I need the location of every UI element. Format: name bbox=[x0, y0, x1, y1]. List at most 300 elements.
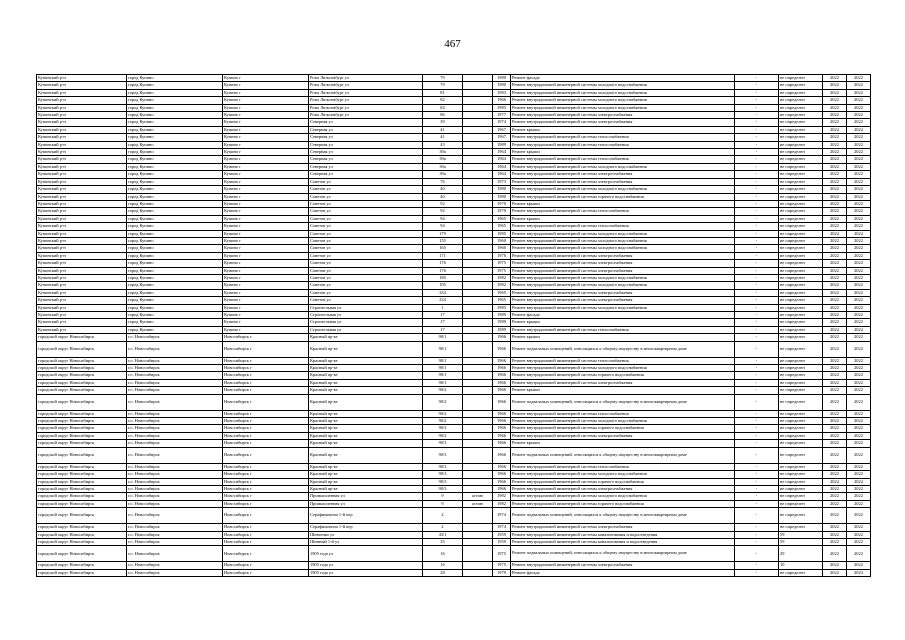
plan-year-start-cell: 2022 bbox=[823, 82, 847, 89]
year-built-cell: 1975 bbox=[493, 260, 511, 267]
table-row bbox=[37, 141, 871, 148]
unit-cell bbox=[463, 282, 493, 289]
street-cell: Северная ул bbox=[309, 149, 423, 156]
table-row bbox=[37, 508, 871, 524]
plan-year-end-cell: 2022 bbox=[847, 208, 871, 215]
street-cell: Советов ул bbox=[309, 193, 423, 200]
cost-cell: - bbox=[735, 562, 779, 569]
table-row bbox=[37, 149, 871, 156]
settlement-cell: Новосибирск г bbox=[223, 410, 309, 417]
cost-cell: - bbox=[735, 372, 779, 379]
cost-cell: - bbox=[735, 334, 779, 341]
unit-cell bbox=[463, 379, 493, 386]
house-number-cell: 39а bbox=[423, 149, 463, 156]
house-number-cell: 90/1 bbox=[423, 365, 463, 372]
house-number-cell: 176 bbox=[423, 260, 463, 267]
unit-cell bbox=[463, 304, 493, 311]
work-type-cell: Ремонт внутридомовой инженерной системы холодного водоснабжения bbox=[511, 163, 735, 170]
status-cell: не определен bbox=[779, 334, 823, 341]
street-cell: Советов ул bbox=[309, 178, 423, 185]
plan-year-end-cell: 2022 bbox=[847, 341, 871, 357]
cost-cell: - bbox=[735, 493, 779, 500]
settlement-cell: Новосибирск г bbox=[223, 341, 309, 357]
district-cell: городской округ Новосибирск bbox=[37, 569, 127, 576]
work-type-cell: Ремонт крыши bbox=[511, 440, 735, 447]
district-cell: Купинский р-н bbox=[37, 237, 127, 244]
status-cell: не определен bbox=[779, 365, 823, 372]
cost-cell: - bbox=[735, 341, 779, 357]
status-cell: не определен bbox=[779, 89, 823, 96]
status-cell: не определен bbox=[779, 215, 823, 222]
plan-year-end-cell: 2022 bbox=[847, 319, 871, 326]
table-row bbox=[37, 326, 871, 333]
municipality-cell: город Купино bbox=[127, 230, 223, 237]
house-number-cell: 2 bbox=[423, 524, 463, 531]
settlement-cell: Купино г bbox=[223, 75, 309, 82]
year-built-cell: 1964 bbox=[493, 163, 511, 170]
cost-cell: - bbox=[735, 223, 779, 230]
plan-year-end-cell: 2022 bbox=[847, 186, 871, 193]
table-row bbox=[37, 126, 871, 133]
municipality-cell: г.о. Новосибирск bbox=[127, 379, 223, 386]
year-built-cell: 1975 bbox=[493, 546, 511, 562]
settlement-cell: Купино г bbox=[223, 171, 309, 178]
unit-cell bbox=[463, 562, 493, 569]
year-built-cell: 1966 bbox=[493, 440, 511, 447]
cost-cell: - bbox=[735, 237, 779, 244]
table-row bbox=[37, 562, 871, 569]
work-type-cell: Ремонт внутридомовой инженерной системы горячего водоснабжения bbox=[511, 500, 735, 507]
plan-year-start-cell: 2022 bbox=[823, 267, 847, 274]
district-cell: Купинский р-н bbox=[37, 141, 127, 148]
municipality-cell: город Купино bbox=[127, 104, 223, 111]
work-type-cell: Ремонт подвальных помещений, относящихся к общему имуществу в многоквартирном доме bbox=[511, 546, 735, 562]
unit-cell bbox=[463, 478, 493, 485]
settlement-cell: Новосибирск г bbox=[223, 418, 309, 425]
plan-year-start-cell: 2022 bbox=[823, 341, 847, 357]
house-number-cell: 41 bbox=[423, 134, 463, 141]
district-cell: Купинский р-н bbox=[37, 312, 127, 319]
cost-cell: - bbox=[735, 508, 779, 524]
municipality-cell: город Купино bbox=[127, 215, 223, 222]
municipality-cell: город Купино bbox=[127, 304, 223, 311]
house-number-cell: 1 bbox=[423, 304, 463, 311]
plan-year-start-cell: 2022 bbox=[823, 223, 847, 230]
plan-year-end-cell: 2022 bbox=[847, 178, 871, 185]
year-built-cell: 1966 bbox=[493, 463, 511, 470]
plan-year-start-cell: 2022 bbox=[823, 126, 847, 133]
work-type-cell: Ремонт фасада bbox=[511, 569, 735, 576]
year-built-cell: 1966 bbox=[493, 425, 511, 432]
year-built-cell: 1966 bbox=[493, 365, 511, 372]
plan-year-end-cell: 2022 bbox=[847, 562, 871, 569]
plan-year-start-cell: 2022 bbox=[823, 171, 847, 178]
table-row bbox=[37, 186, 871, 193]
settlement-cell: Новосибирск г bbox=[223, 493, 309, 500]
district-cell: Купинский р-н bbox=[37, 193, 127, 200]
district-cell: Купинский р-н bbox=[37, 289, 127, 296]
unit-cell bbox=[463, 208, 493, 215]
street-cell: 1905 года ул bbox=[309, 546, 423, 562]
cost-cell: - bbox=[735, 387, 779, 394]
status-cell: не определен bbox=[779, 326, 823, 333]
settlement-cell: Новосибирск г bbox=[223, 447, 309, 463]
cost-cell: - bbox=[735, 245, 779, 252]
street-cell: Промышленная ул bbox=[309, 500, 423, 507]
district-cell: городской округ Новосибирск bbox=[37, 365, 127, 372]
house-number-cell: 82 bbox=[423, 97, 463, 104]
work-type-cell: Ремонт внутридомовой инженерной системы холодного водоснабжения bbox=[511, 471, 735, 478]
cost-cell: - bbox=[735, 478, 779, 485]
status-cell: не определен bbox=[779, 252, 823, 259]
cost-cell: - bbox=[735, 463, 779, 470]
municipality-cell: город Купино bbox=[127, 252, 223, 259]
cost-cell: - bbox=[735, 569, 779, 576]
status-cell: не определен bbox=[779, 223, 823, 230]
year-built-cell: 1964 bbox=[493, 171, 511, 178]
work-type-cell: Ремонт внутридомовой инженерной системы горячего водоснабжения bbox=[511, 478, 735, 485]
municipality-cell: город Купино bbox=[127, 163, 223, 170]
street-cell: Шевченко ул bbox=[309, 531, 423, 538]
cost-cell: - bbox=[735, 297, 779, 304]
unit-cell bbox=[463, 119, 493, 126]
table-row bbox=[37, 334, 871, 341]
district-cell: Купинский р-н bbox=[37, 208, 127, 215]
work-type-cell: Ремонт внутридомовой инженерной системы теплоснабжения bbox=[511, 156, 735, 163]
unit-cell bbox=[463, 89, 493, 96]
year-built-cell: 1966 bbox=[493, 387, 511, 394]
district-cell: Купинский р-н bbox=[37, 215, 127, 222]
table-row bbox=[37, 119, 871, 126]
table-row bbox=[37, 245, 871, 252]
table-row bbox=[37, 387, 871, 394]
unit-cell bbox=[463, 215, 493, 222]
status-cell: 59 bbox=[779, 538, 823, 545]
municipality-cell: город Купино bbox=[127, 282, 223, 289]
municipality-cell: город Купино bbox=[127, 186, 223, 193]
table-row bbox=[37, 282, 871, 289]
year-built-cell: 1959 bbox=[493, 531, 511, 538]
settlement-cell: Новосибирск г bbox=[223, 394, 309, 410]
year-built-cell: 1964 bbox=[493, 149, 511, 156]
status-cell: не определен bbox=[779, 75, 823, 82]
plan-year-end-cell: 2022 bbox=[847, 538, 871, 545]
plan-year-start-cell: 2022 bbox=[823, 485, 847, 492]
house-number-cell: 90/2 bbox=[423, 387, 463, 394]
year-built-cell: 1966 bbox=[493, 478, 511, 485]
year-built-cell: 1965 bbox=[493, 215, 511, 222]
plan-year-end-cell: 2022 bbox=[847, 134, 871, 141]
plan-year-end-cell: 2022 bbox=[847, 379, 871, 386]
table-row bbox=[37, 394, 871, 410]
unit-cell bbox=[463, 289, 493, 296]
work-type-cell: Ремонт внутридомовой инженерной системы электроснабжения bbox=[511, 267, 735, 274]
table-row bbox=[37, 193, 871, 200]
house-number-cell: 90/1 bbox=[423, 372, 463, 379]
municipality-cell: г.о. Новосибирск bbox=[127, 538, 223, 545]
year-built-cell: 1974 bbox=[493, 508, 511, 524]
house-number-cell: 79 bbox=[423, 75, 463, 82]
plan-year-start-cell: 2022 bbox=[823, 478, 847, 485]
house-number-cell: 39а bbox=[423, 163, 463, 170]
table-row bbox=[37, 538, 871, 545]
district-cell: городской округ Новосибирск bbox=[37, 425, 127, 432]
house-number-cell: 179 bbox=[423, 230, 463, 237]
table-row bbox=[37, 524, 871, 531]
cost-cell: - bbox=[735, 440, 779, 447]
municipality-cell: город Купино bbox=[127, 75, 223, 82]
status-cell: не определен bbox=[779, 410, 823, 417]
district-cell: городской округ Новосибирск bbox=[37, 493, 127, 500]
street-cell: Розы Люксембург ул bbox=[309, 82, 423, 89]
year-built-cell: 1966 bbox=[493, 410, 511, 417]
district-cell: Купинский р-н bbox=[37, 126, 127, 133]
plan-year-start-cell: 2022 bbox=[823, 304, 847, 311]
cost-cell: - bbox=[735, 546, 779, 562]
cost-cell: - bbox=[735, 282, 779, 289]
district-cell: Купинский р-н bbox=[37, 97, 127, 104]
street-cell: Советов ул bbox=[309, 208, 423, 215]
status-cell: не определен bbox=[779, 171, 823, 178]
plan-year-end-cell: 2022 bbox=[847, 193, 871, 200]
table-row bbox=[37, 432, 871, 439]
plan-year-start-cell: 2022 bbox=[823, 97, 847, 104]
cost-cell: - bbox=[735, 485, 779, 492]
table-row bbox=[37, 379, 871, 386]
house-number-cell: 90/1 bbox=[423, 357, 463, 364]
settlement-cell: Новосибирск г bbox=[223, 538, 309, 545]
settlement-cell: Новосибирск г bbox=[223, 387, 309, 394]
cost-cell: - bbox=[735, 186, 779, 193]
settlement-cell: Новосибирск г bbox=[223, 569, 309, 576]
settlement-cell: Купино г bbox=[223, 260, 309, 267]
table-row bbox=[37, 418, 871, 425]
work-type-cell: Ремонт внутридомовой инженерной системы электроснабжения bbox=[511, 171, 735, 178]
street-cell: Шинный 1-й ул bbox=[309, 538, 423, 545]
municipality-cell: г.о. Новосибирск bbox=[127, 531, 223, 538]
status-cell: не определен bbox=[779, 304, 823, 311]
municipality-cell: город Купино bbox=[127, 82, 223, 89]
house-number-cell: 90/1 bbox=[423, 334, 463, 341]
municipality-cell: город Купино bbox=[127, 134, 223, 141]
plan-year-end-cell: 2022 bbox=[847, 425, 871, 432]
plan-year-start-cell: 2022 bbox=[823, 546, 847, 562]
year-built-cell: 1970 bbox=[493, 200, 511, 207]
district-cell: Купинский р-н bbox=[37, 260, 127, 267]
district-cell: Купинский р-н bbox=[37, 119, 127, 126]
district-cell: городской округ Новосибирск bbox=[37, 485, 127, 492]
year-built-cell: 1989 bbox=[493, 326, 511, 333]
district-cell: городской округ Новосибирск bbox=[37, 432, 127, 439]
settlement-cell: Новосибирск г bbox=[223, 463, 309, 470]
settlement-cell: Новосибирск г bbox=[223, 478, 309, 485]
work-type-cell: Ремонт крыши bbox=[511, 200, 735, 207]
plan-year-start-cell: 2022 bbox=[823, 319, 847, 326]
municipality-cell: г.о. Новосибирск bbox=[127, 365, 223, 372]
work-type-cell: Ремонт внутридомовой инженерной системы горячего водоснабжения bbox=[511, 372, 735, 379]
unit-cell bbox=[463, 112, 493, 119]
table-row bbox=[37, 82, 871, 89]
house-number-cell: 17 bbox=[423, 312, 463, 319]
district-cell: Купинский р-н bbox=[37, 82, 127, 89]
municipality-cell: город Купино bbox=[127, 297, 223, 304]
settlement-cell: Новосибирск г bbox=[223, 357, 309, 364]
table-row bbox=[37, 97, 871, 104]
year-built-cell: 1975 bbox=[493, 267, 511, 274]
settlement-cell: Купино г bbox=[223, 230, 309, 237]
house-number-cell: 90/2 bbox=[423, 410, 463, 417]
unit-cell: астаю bbox=[463, 500, 493, 507]
unit-cell bbox=[463, 149, 493, 156]
district-cell: Купинский р-н bbox=[37, 171, 127, 178]
district-cell: городской округ Новосибирск bbox=[37, 447, 127, 463]
work-type-cell: Ремонт крыши bbox=[511, 126, 735, 133]
municipality-cell: г.о. Новосибирск bbox=[127, 372, 223, 379]
cost-cell: - bbox=[735, 379, 779, 386]
street-cell: Советов ул bbox=[309, 252, 423, 259]
plan-year-end-cell: 2022 bbox=[847, 223, 871, 230]
unit-cell bbox=[463, 178, 493, 185]
table-row bbox=[37, 304, 871, 311]
table-row bbox=[37, 208, 871, 215]
plan-year-end-cell: 2022 bbox=[847, 463, 871, 470]
table-row bbox=[37, 425, 871, 432]
work-type-cell: Ремонт подвальных помещений, относящихся к общему имуществу в многоквартирном доме bbox=[511, 341, 735, 357]
district-cell: Купинский р-н bbox=[37, 75, 127, 82]
year-built-cell: 1960 bbox=[493, 237, 511, 244]
municipality-cell: город Купино bbox=[127, 245, 223, 252]
table-row bbox=[37, 410, 871, 417]
house-number-cell: 90/2 bbox=[423, 394, 463, 410]
table-row bbox=[37, 178, 871, 185]
house-number-cell: 90/3 bbox=[423, 463, 463, 470]
status-cell: не определен bbox=[779, 372, 823, 379]
settlement-cell: Купино г bbox=[223, 326, 309, 333]
status-cell: 29 bbox=[779, 546, 823, 562]
district-cell: городской округ Новосибирск bbox=[37, 440, 127, 447]
year-built-cell: 1967 bbox=[493, 134, 511, 141]
status-cell: 59 bbox=[779, 531, 823, 538]
cost-cell: - bbox=[735, 104, 779, 111]
work-type-cell: Ремонт крыши bbox=[511, 215, 735, 222]
settlement-cell: Купино г bbox=[223, 200, 309, 207]
plan-year-end-cell: 2022 bbox=[847, 326, 871, 333]
municipality-cell: г.о. Новосибирск bbox=[127, 569, 223, 576]
status-cell: не определен bbox=[779, 418, 823, 425]
status-cell: не определен bbox=[779, 569, 823, 576]
district-cell: Купинский р-н bbox=[37, 304, 127, 311]
year-built-cell: 1966 bbox=[493, 341, 511, 357]
street-cell: Красный пр-кт bbox=[309, 447, 423, 463]
plan-year-end-cell: 2022 bbox=[847, 357, 871, 364]
status-cell: не определен bbox=[779, 178, 823, 185]
plan-year-end-cell: 2022 bbox=[847, 200, 871, 207]
settlement-cell: Купино г bbox=[223, 104, 309, 111]
settlement-cell: Купино г bbox=[223, 319, 309, 326]
work-type-cell: Ремонт внутридомовой инженерной системы холодного водоснабжения bbox=[511, 237, 735, 244]
plan-year-end-cell: 2022 bbox=[847, 440, 871, 447]
plan-year-end-cell: 2022 bbox=[847, 418, 871, 425]
house-number-cell: 41 bbox=[423, 126, 463, 133]
status-cell: не определен bbox=[779, 193, 823, 200]
plan-year-start-cell: 2022 bbox=[823, 463, 847, 470]
year-built-cell: 1975 bbox=[493, 562, 511, 569]
street-cell: Северная ул bbox=[309, 171, 423, 178]
house-number-cell: 79 bbox=[423, 82, 463, 89]
house-number-cell: 40 bbox=[423, 186, 463, 193]
settlement-cell: Купино г bbox=[223, 208, 309, 215]
plan-year-end-cell: 2022 bbox=[847, 432, 871, 439]
status-cell: не определен bbox=[779, 82, 823, 89]
street-cell: Советов ул bbox=[309, 274, 423, 281]
settlement-cell: Новосибирск г bbox=[223, 508, 309, 524]
district-cell: Купинский р-н bbox=[37, 89, 127, 96]
unit-cell bbox=[463, 297, 493, 304]
unit-cell bbox=[463, 193, 493, 200]
plan-year-start-cell: 2022 bbox=[823, 379, 847, 386]
table-row bbox=[37, 500, 871, 507]
house-number-cell: 92 bbox=[423, 200, 463, 207]
cost-cell: - bbox=[735, 410, 779, 417]
table-row bbox=[37, 546, 871, 562]
year-built-cell: 1965 bbox=[493, 289, 511, 296]
unit-cell bbox=[463, 463, 493, 470]
table-row bbox=[37, 104, 871, 111]
settlement-cell: Купино г bbox=[223, 193, 309, 200]
plan-year-end-cell: 2022 bbox=[847, 156, 871, 163]
settlement-cell: Купино г bbox=[223, 97, 309, 104]
status-cell: не определен bbox=[779, 508, 823, 524]
cost-cell: - bbox=[735, 126, 779, 133]
cost-cell: - bbox=[735, 319, 779, 326]
plan-year-end-cell: 2022 bbox=[847, 245, 871, 252]
street-cell: Советов ул bbox=[309, 267, 423, 274]
year-built-cell: 1980 bbox=[493, 75, 511, 82]
street-cell: Советов ул bbox=[309, 186, 423, 193]
plan-year-start-cell: 2022 bbox=[823, 531, 847, 538]
table-row bbox=[37, 163, 871, 170]
work-type-cell: Ремонт внутридомовой инженерной системы холодного водоснабжения bbox=[511, 245, 735, 252]
work-type-cell: Ремонт внутридомовой инженерной системы холодного водоснабжения bbox=[511, 274, 735, 281]
unit-cell bbox=[463, 365, 493, 372]
municipality-cell: г.о. Новосибирск bbox=[127, 418, 223, 425]
house-number-cell: 92 bbox=[423, 208, 463, 215]
year-built-cell: 1966 bbox=[493, 432, 511, 439]
district-cell: Купинский р-н bbox=[37, 282, 127, 289]
table-row bbox=[37, 112, 871, 119]
house-number-cell: 171 bbox=[423, 252, 463, 259]
district-cell: Купинский р-н bbox=[37, 156, 127, 163]
plan-year-start-cell: 2022 bbox=[823, 326, 847, 333]
year-built-cell: 1979 bbox=[493, 569, 511, 576]
settlement-cell: Купино г bbox=[223, 245, 309, 252]
table-row bbox=[37, 463, 871, 470]
year-built-cell: 1967 bbox=[493, 126, 511, 133]
plan-year-start-cell: 2022 bbox=[823, 394, 847, 410]
municipality-cell: город Купино bbox=[127, 289, 223, 296]
plan-year-start-cell: 2022 bbox=[823, 569, 847, 576]
plan-year-end-cell: 2022 bbox=[847, 334, 871, 341]
plan-year-end-cell: 2022 bbox=[847, 82, 871, 89]
settlement-cell: Новосибирск г bbox=[223, 379, 309, 386]
table-body bbox=[37, 75, 871, 577]
cost-cell: - bbox=[735, 112, 779, 119]
house-number-cell: 40 bbox=[423, 193, 463, 200]
year-built-cell: 1982 bbox=[493, 500, 511, 507]
cost-cell: - bbox=[735, 447, 779, 463]
street-cell: Советов ул bbox=[309, 260, 423, 267]
table-row bbox=[37, 357, 871, 364]
